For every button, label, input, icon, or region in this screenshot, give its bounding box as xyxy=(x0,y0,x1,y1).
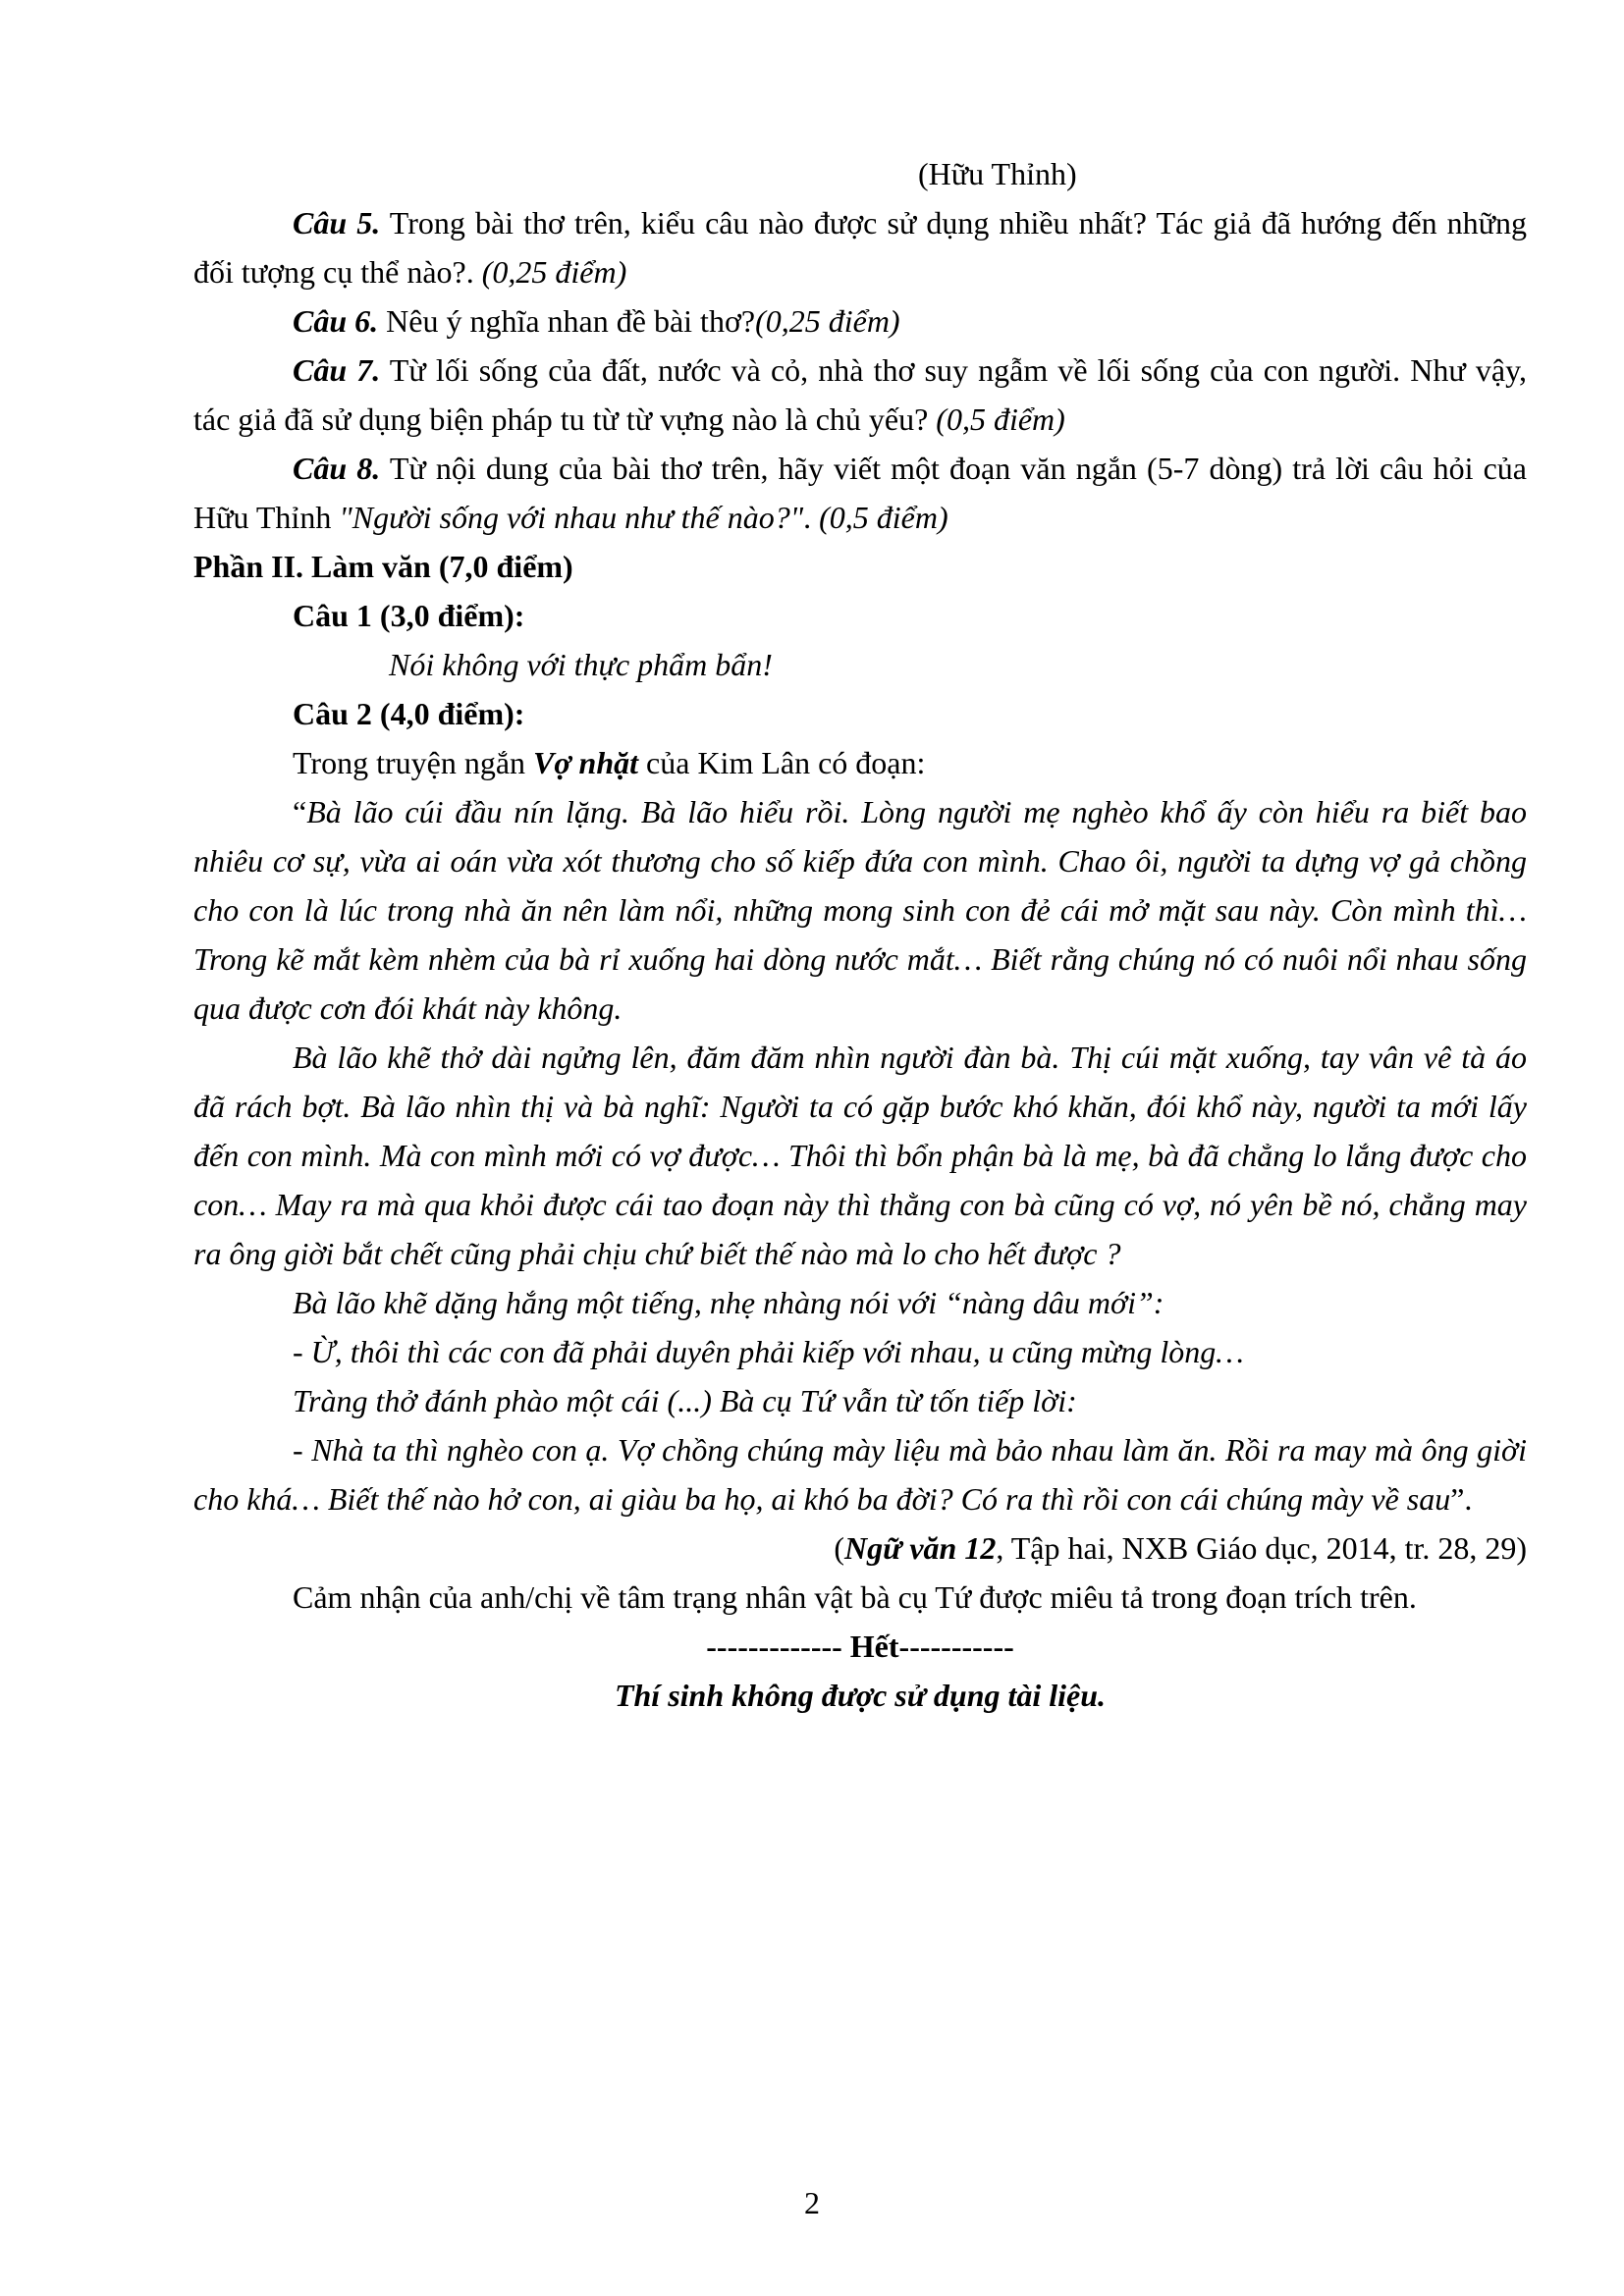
essay-1-prompt: Nói không với thực phẩm bẩn! xyxy=(389,647,773,682)
question-5 xyxy=(193,198,1527,296)
question-8-label: Câu 8. xyxy=(293,451,381,486)
question-6-score: (0,25 điểm) xyxy=(755,303,900,339)
question-7-score: (0,5 điểm) xyxy=(936,401,1065,437)
question-7-text: Từ lối sống của đất, nước và cỏ, nhà thơ suy ngẫm về lối sống của con người. Như vậy, tác giả đã sử dụng biện pháp tu từ từ vựng nào là chủ yếu? xyxy=(193,352,1528,437)
source-book: Ngữ văn 12 xyxy=(844,1530,997,1566)
excerpt-source: (Ngữ văn 12, Tập hai, NXB Giáo dục, 2014, tr. 28, 29) xyxy=(834,1530,1527,1566)
question-8-score: (0,5 điểm) xyxy=(819,500,948,535)
excerpt-paragraph-4: - Ừ, thôi thì các con đã phải duyên phải kiếp với nhau, u cũng mừng lòng… xyxy=(293,1334,1244,1369)
question-5-text: Trong bài thơ trên, kiểu câu nào được sử dụng nhiều nhất? Tác giả đã hướng đến những đối tượng cụ thể nào?. xyxy=(193,205,1528,290)
question-5-score: (0,25 điểm) xyxy=(481,254,627,290)
question-8-text: Từ nội dung của bài thơ trên, hãy viết một đoạn văn ngắn (5-7 dòng) trả lời câu hỏi của Hữu Thỉnh xyxy=(193,451,1528,535)
excerpt-paragraph-5: Tràng thở đánh phào một cái (...) Bà cụ Tứ vẫn từ tốn tiếp lời: xyxy=(293,1383,1077,1418)
excerpt-paragraph-2: Bà lão khẽ thở dài ngửng lên, đăm đăm nhìn người đàn bà. Thị cúi mặt xuống, tay vân vê tà áo đã rách bợt. Bà lão nhìn thị và bà nghĩ: Người ta có gặp bước khó khăn, đói khổ này, người ta mới lấy đến con mình. Mà con mình mới có vợ được… Thôi thì bổn phận bà là mẹ, bà đã chẳng lo lắng được cho con… May ra mà qua khỏi được cái tao đoạn này thì thằng con bà cũng có vợ, nó yên bề nó, chẳng may ra ông giời bắt chết cũng phải chịu chứ biết thế nào mà lo cho hết được ? xyxy=(193,1040,1527,1271)
question-5-label: Câu 5. xyxy=(293,205,381,240)
essay-2-task: Cảm nhận của anh/chị về tâm trạng nhân vật bà cụ Tứ được miêu tả trong đoạn trích trên. xyxy=(293,1579,1417,1615)
question-6-label: Câu 6. xyxy=(293,303,379,339)
essay-1-heading: Câu 1 (3,0 điểm): xyxy=(293,598,525,633)
question-6 xyxy=(193,296,1527,346)
excerpt-paragraph-6: - Nhà ta thì nghèo con ạ. Vợ chồng chúng mày liệu mà bảo nhau làm ăn. Rồi ra may mà ông giời cho khá… Biết thế nào hở con, ai giàu ba họ, ai khó ba đời? Có ra thì rồi con cái chúng mày về sau”. xyxy=(193,1432,1527,1517)
page-content xyxy=(193,149,1527,1720)
excerpt-paragraph-1: “Bà lão cúi đầu nín lặng. Bà lão hiểu rồi. Lòng người mẹ nghèo khổ ấy còn hiểu ra biết bao nhiêu cơ sự, vừa ai oán vừa xót thương cho số kiếp đứa con mình. Chao ôi, người ta dựng vợ gả chồng cho con là lúc trong nhà ăn nên làm nổi, những mong sinh con đẻ cái mở mặt sau này. Còn mình thì… Trong kẽ mắt kèm nhèm của bà rỉ xuống hai dòng nước mắt… Biết rằng chúng nó có nuôi nổi nhau sống qua được cơn đói khát này không. xyxy=(193,794,1527,1026)
question-8 xyxy=(193,444,1527,542)
question-7 xyxy=(193,346,1527,444)
question-8-after: . xyxy=(803,500,820,535)
question-8-quote: "Người sống với nhau như thế nào?" xyxy=(339,500,804,535)
author-attribution: (Hữu Thỉnh) xyxy=(918,156,1077,191)
end-note: Thí sinh không được sử dụng tài liệu. xyxy=(614,1678,1107,1713)
essay-2-intro: Trong truyện ngắn Vợ nhặt của Kim Lân có đoạn: xyxy=(293,745,926,780)
work-title: Vợ nhặt xyxy=(533,745,639,780)
part-2-heading: Phần II. Làm văn (7,0 điểm) xyxy=(193,549,573,584)
excerpt-paragraph-3: Bà lão khẽ dặng hắng một tiếng, nhẹ nhàng nói với “nàng dâu mới”: xyxy=(293,1285,1164,1320)
question-7-label: Câu 7. xyxy=(293,352,381,388)
question-6-text: Nêu ý nghĩa nhan đề bài thơ? xyxy=(378,303,756,339)
end-line: ------------- Hết----------- xyxy=(706,1629,1014,1664)
essay-2-heading: Câu 2 (4,0 điểm): xyxy=(293,696,525,731)
page-number: 2 xyxy=(804,2185,820,2220)
